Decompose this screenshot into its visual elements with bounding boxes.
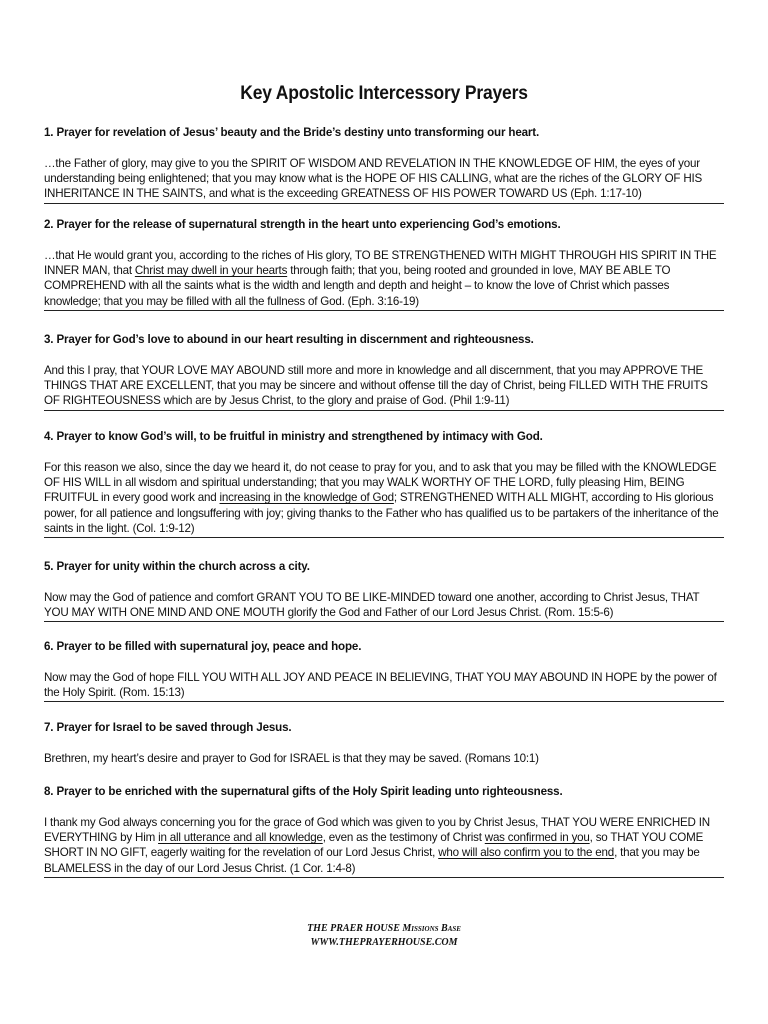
text-run: I thank my God always concerning you for the grace of God which was given to you by Christ Jesus, THAT YOU WERE ENRICHED IN EVERYTHING by Him bbox=[44, 816, 710, 845]
footer-org-name: THE PRAER HOUSE bbox=[307, 923, 403, 934]
underlined-phrase: who will also confirm you to the end bbox=[438, 846, 615, 860]
footer bbox=[0, 922, 768, 950]
text-run: ; STRENGTHENED WITH ALL MIGHT, according to His glorious power, for all patience and longsuffering with joy; giving thanks to the Father who has qualified us to be partakers of the inheritance of the saints in the light. (Col. 1:9-12) bbox=[44, 491, 719, 535]
text-run: For this reason we also, since the day we heard it, do not cease to pray for you, and to ask that you may be filled with the KNOWLEDGE OF HIS WILL in all wisdom and spiritual understanding; that you may WALK WORTHY OF THE LORD, fully pleasing Him, BEING FRUITFUL in every good work and bbox=[44, 461, 717, 505]
prayer-text bbox=[44, 156, 724, 204]
prayer-text bbox=[44, 363, 724, 411]
prayer-text bbox=[44, 460, 724, 538]
prayer-heading: 2. Prayer for the release of supernatural strength in the heart unto experiencing God’s emotions. bbox=[44, 218, 561, 231]
prayer-section bbox=[44, 126, 724, 204]
text-run: …the Father of glory, may give to you the SPIRIT OF WISDOM AND REVELATION IN THE KNOWLEDGE OF HIM, the eyes of your understanding being enlightened; that you may know what is the HOPE OF HIS CALLING, what are the riches of the GLORY OF HIS INHERITANCE IN THE SAINTS, and what is the exceeding GREATNESS OF HIS POWER TOWARD US (Eph. 1:17-10) bbox=[44, 157, 703, 201]
prayer-heading: 7. Prayer for Israel to be saved through Jesus. bbox=[44, 721, 292, 734]
footer-website: WWW.THEPRAYERHOUSE.COM bbox=[310, 937, 458, 948]
prayer-heading: 3. Prayer for God’s love to abound in our heart resulting in discernment and righteousness. bbox=[44, 333, 534, 346]
prayer-section bbox=[44, 785, 724, 878]
prayer-text bbox=[44, 248, 724, 311]
prayer-text bbox=[44, 751, 724, 767]
prayer-section bbox=[44, 430, 724, 538]
underlined-phrase: increasing in the knowledge of God bbox=[219, 491, 394, 505]
text-run: Now may the God of hope FILL YOU WITH ALL JOY AND PEACE IN BELIEVING, THAT YOU MAY ABOUND IN HOPE by the power of the Holy Spirit. (Rom. 15:13) bbox=[44, 671, 717, 700]
underlined-phrase: Christ may dwell in your hearts bbox=[134, 264, 288, 278]
prayer-heading: 4. Prayer to know God’s will, to be fruitful in ministry and strengthened by intimacy with God. bbox=[44, 430, 543, 443]
prayer-section bbox=[44, 333, 724, 411]
prayer-section bbox=[44, 721, 724, 767]
prayer-section bbox=[44, 218, 724, 311]
footer-line-1 bbox=[0, 922, 768, 936]
page-title: Key Apostolic Intercessory Prayers bbox=[240, 83, 528, 104]
text-run: Brethren, my heart’s desire and prayer to God for ISRAEL is that they may be saved. (Romans 10:1) bbox=[44, 752, 539, 765]
prayer-text bbox=[44, 670, 724, 702]
prayer-text bbox=[44, 815, 724, 878]
prayer-heading: 8. Prayer to be enriched with the supernatural gifts of the Holy Spirit leading unto righteousness. bbox=[44, 785, 563, 798]
prayer-text bbox=[44, 590, 724, 622]
prayer-heading: 5. Prayer for unity within the church across a city. bbox=[44, 560, 310, 573]
text-run: , even as the testimony of Christ bbox=[322, 831, 485, 845]
prayer-section bbox=[44, 560, 724, 622]
prayer-heading: 1. Prayer for revelation of Jesus’ beauty and the Bride’s destiny unto transforming our heart. bbox=[44, 126, 540, 139]
text-run: , that you may be BLAMELESS in the day of our Lord Jesus Christ. (1 Cor. 1:4-8) bbox=[44, 846, 700, 875]
text-run: And this I pray, that YOUR LOVE MAY ABOUND still more and more in knowledge and all discernment, that you may APPROVE THE THINGS THAT ARE EXCELLENT, that you may be sincere and without offense till the day of Christ, being FILLED WITH THE FRUITS OF RIGHTEOUSNESS which are by Jesus Christ, to the glory and praise of God. (Phil 1:9-11) bbox=[44, 364, 708, 408]
underlined-phrase: in all utterance and all knowledge bbox=[158, 831, 323, 845]
prayer-section bbox=[44, 640, 724, 702]
text-run: Now may the God of patience and comfort GRANT YOU TO BE LIKE-MINDED toward one another, according to Christ Jesus, THAT YOU MAY WITH ONE MIND AND ONE MOUTH glorify the God and Father of our Lord Jesus Christ. (Rom. 15:5-6) bbox=[44, 591, 700, 620]
prayer-heading: 6. Prayer to be filled with supernatural joy, peace and hope. bbox=[44, 640, 362, 653]
text-run: …that He would grant you, according to the riches of His glory, TO BE STRENGTHENED WITH MIGHT THROUGH HIS SPIRIT IN THE INNER MAN, that bbox=[44, 249, 717, 278]
underlined-phrase: was confirmed in you bbox=[484, 831, 590, 845]
footer-org-subtitle: Missions Base bbox=[402, 923, 461, 934]
text-run: through faith; that you, being rooted and grounded in love, MAY BE ABLE TO COMPREHEND with all the saints what is the width and length and depth and height – to know the love of Christ which passes knowledge; that you may be filled with all the fullness of God. (Eph. 3:16-19) bbox=[44, 264, 671, 308]
text-run: , so THAT YOU COME SHORT IN NO GIFT, eagerly waiting for the revelation of our Lord Jesus Christ, bbox=[44, 831, 704, 860]
